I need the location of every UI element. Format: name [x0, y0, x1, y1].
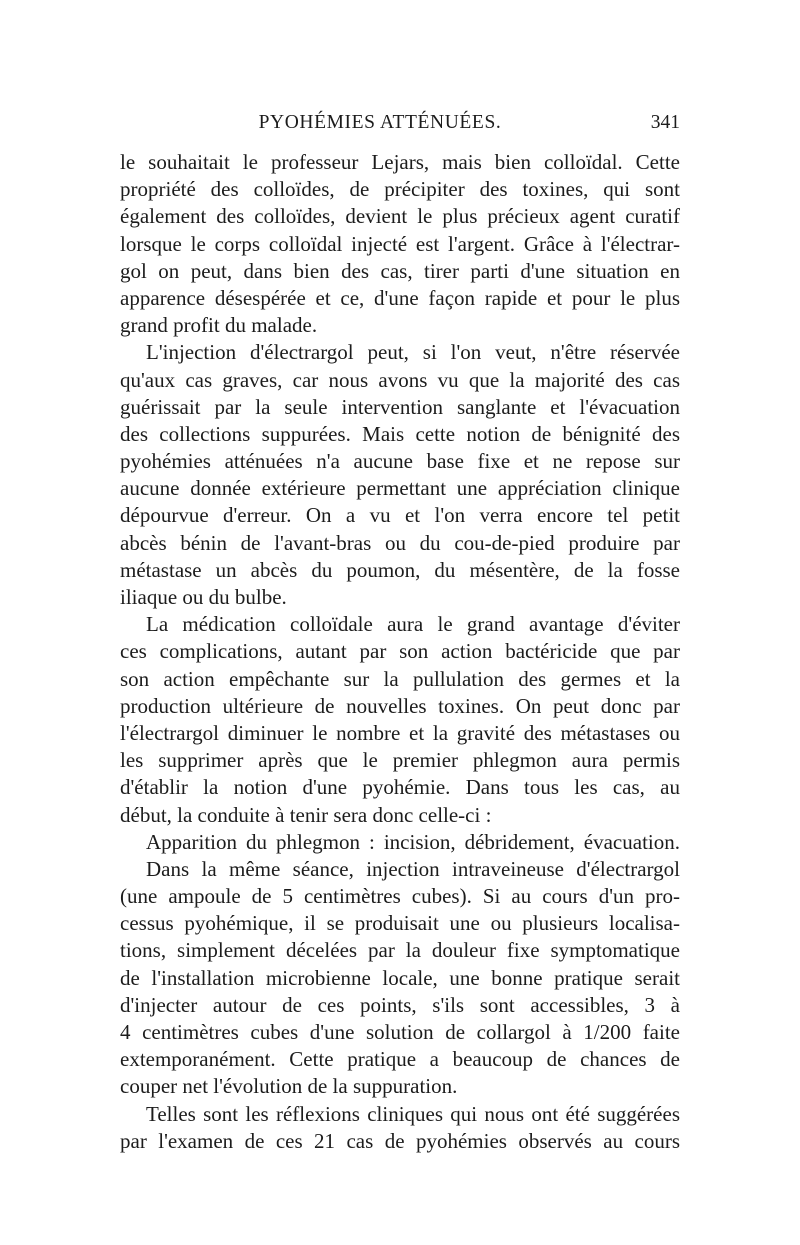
text-line: couper net l'évolution de la suppuration. — [120, 1074, 458, 1099]
text-line: d'injecter autour de ces points, s'ils sont accessibles, 3 à — [120, 992, 680, 1017]
text-line: lorsque le corps colloïdal injecté est l'argent. Grâce à l'électrar- — [120, 231, 680, 256]
text-line: dépourvue d'erreur. On a vu et l'on verra encore tel petit — [120, 503, 680, 528]
page-number: 341 — [650, 112, 680, 133]
text-line: pyohémies atténuées n'a aucune base fixe et ne repose sur — [120, 449, 680, 474]
text-line: métastase un abcès du poumon, du mésentère, de la fosse — [120, 557, 680, 582]
text-line: cessus pyohémique, il se produisait une ou plusieurs localisa- — [120, 911, 680, 936]
text-line: (une ampoule de 5 centimètres cubes). Si au cours d'un pro- — [120, 884, 680, 909]
running-title: PYOHÉMIES ATTÉNUÉES. — [258, 112, 502, 133]
text-line: abcès bénin de l'avant-bras ou du cou-de-pied produire par — [120, 530, 680, 555]
text-line: production ultérieure de nouvelles toxines. On peut donc par — [120, 693, 680, 718]
text-line: aucune donnée extérieure permettant une appréciation clinique — [120, 476, 680, 501]
text-line: l'électrargol diminuer le nombre et la gravité des métastases ou — [120, 720, 680, 745]
text-line: son action empêchante sur la pullulation des germes et la — [120, 666, 680, 691]
text-line: d'établir la notion d'une pyohémie. Dans tous les cas, au — [120, 775, 680, 800]
text-line: L'injection d'électrargol peut, si l'on veut, n'être réservée — [146, 340, 680, 365]
text-line: gol on peut, dans bien des cas, tirer parti d'une situation en — [120, 258, 680, 283]
text-line: qu'aux cas graves, car nous avons vu que la majorité des cas — [120, 367, 680, 392]
text-line: iliaque ou du bulbe. — [120, 585, 287, 609]
text-line: grand profit du malade. — [120, 313, 318, 338]
text-line: par l'examen de ces 21 cas de pyohémies observés au cours — [120, 1128, 680, 1153]
text-line: également des colloïdes, devient le plus précieux agent curatif — [120, 204, 680, 229]
text-line: de l'installation microbienne locale, une bonne pratique serait — [120, 965, 680, 990]
text-line: Dans la même séance, injection intraveineuse d'électrargol — [146, 856, 680, 881]
running-header — [120, 112, 680, 146]
text-line: ces complications, autant par son action bactéricide que par — [120, 639, 680, 664]
text-line: le souhaitait le professeur Lejars, mais bien colloïdal. Cette — [120, 150, 680, 174]
text-line: des collections suppurées. Mais cette notion de bénignité des — [120, 421, 680, 446]
text-line: les supprimer après que le premier phlegmon aura permis — [120, 748, 680, 773]
text-line: début, la conduite à tenir sera donc celle-ci : — [120, 802, 492, 827]
text-line: apparence désespérée et ce, d'une façon rapide et pour le plus — [120, 285, 680, 310]
text-line: extemporanément. Cette pratique a beaucoup de chances de — [120, 1047, 680, 1072]
text-line: tions, simplement décelées par la douleur fixe symptomatique — [120, 938, 680, 963]
text-line: propriété des colloïdes, de précipiter des toxines, qui sont — [120, 177, 680, 202]
text-line: Apparition du phlegmon : incision, débridement, évacuation. — [146, 829, 680, 854]
body-text — [120, 149, 680, 1155]
text-line: guérissait par la seule intervention sanglante et l'évacuation — [120, 394, 680, 419]
text-line: Telles sont les réflexions cliniques qui nous ont été suggérées — [146, 1101, 680, 1126]
text-line: La médication colloïdale aura le grand avantage d'éviter — [146, 612, 680, 637]
text-line: 4 centimètres cubes d'une solution de collargol à 1/200 faite — [120, 1020, 680, 1044]
